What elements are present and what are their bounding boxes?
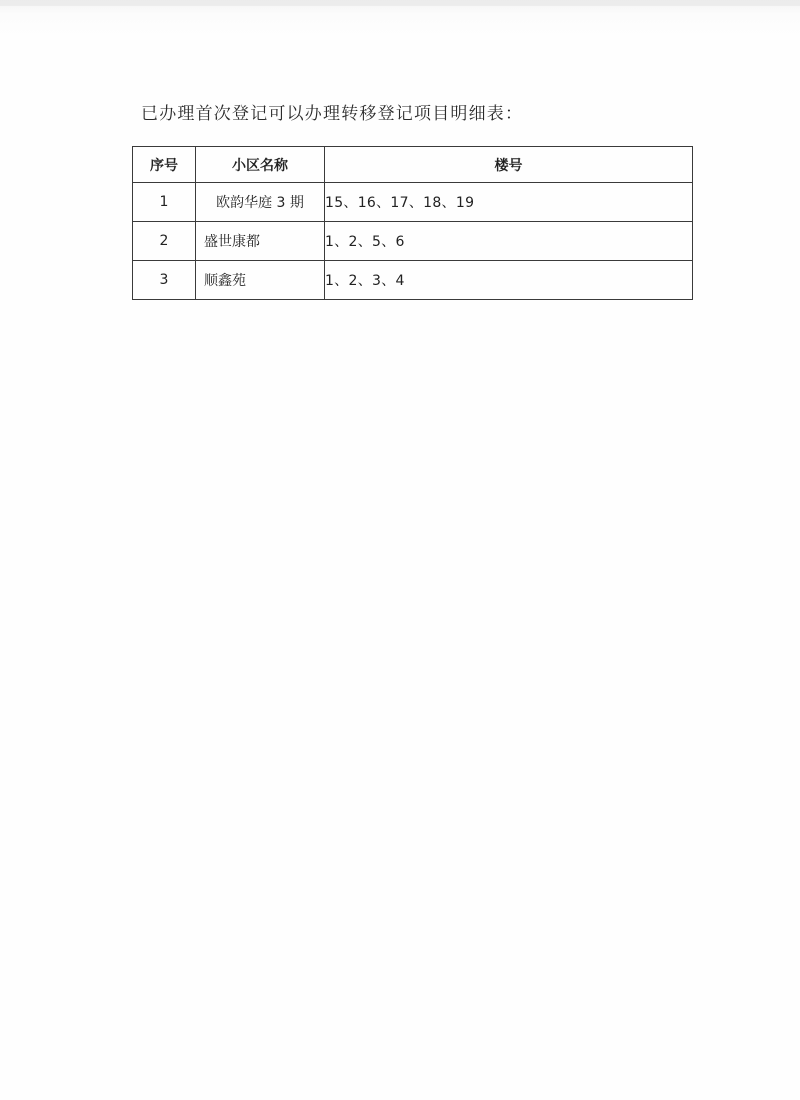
project-detail-table [132, 146, 693, 300]
row-no: 3 [133, 261, 196, 300]
table-row [133, 261, 693, 300]
table-header-row [133, 147, 693, 183]
scan-edge [0, 0, 800, 6]
row-no: 1 [133, 183, 196, 222]
row-name: 盛世康都 [196, 222, 325, 261]
row-buildings: 1、2、5、6 [325, 222, 693, 261]
table-row [133, 222, 693, 261]
row-buildings: 1、2、3、4 [325, 261, 693, 300]
header-no: 序号 [133, 147, 196, 183]
row-name: 顺鑫苑 [196, 261, 325, 300]
header-buildings: 楼号 [325, 147, 693, 183]
row-name: 欧韵华庭 3 期 [196, 183, 325, 222]
document-heading: 已办理首次登记可以办理转移登记项目明细表： [141, 104, 524, 124]
table-row [133, 183, 693, 222]
header-name: 小区名称 [196, 147, 325, 183]
row-no: 2 [133, 222, 196, 261]
row-buildings: 15、16、17、18、19 [325, 183, 693, 222]
